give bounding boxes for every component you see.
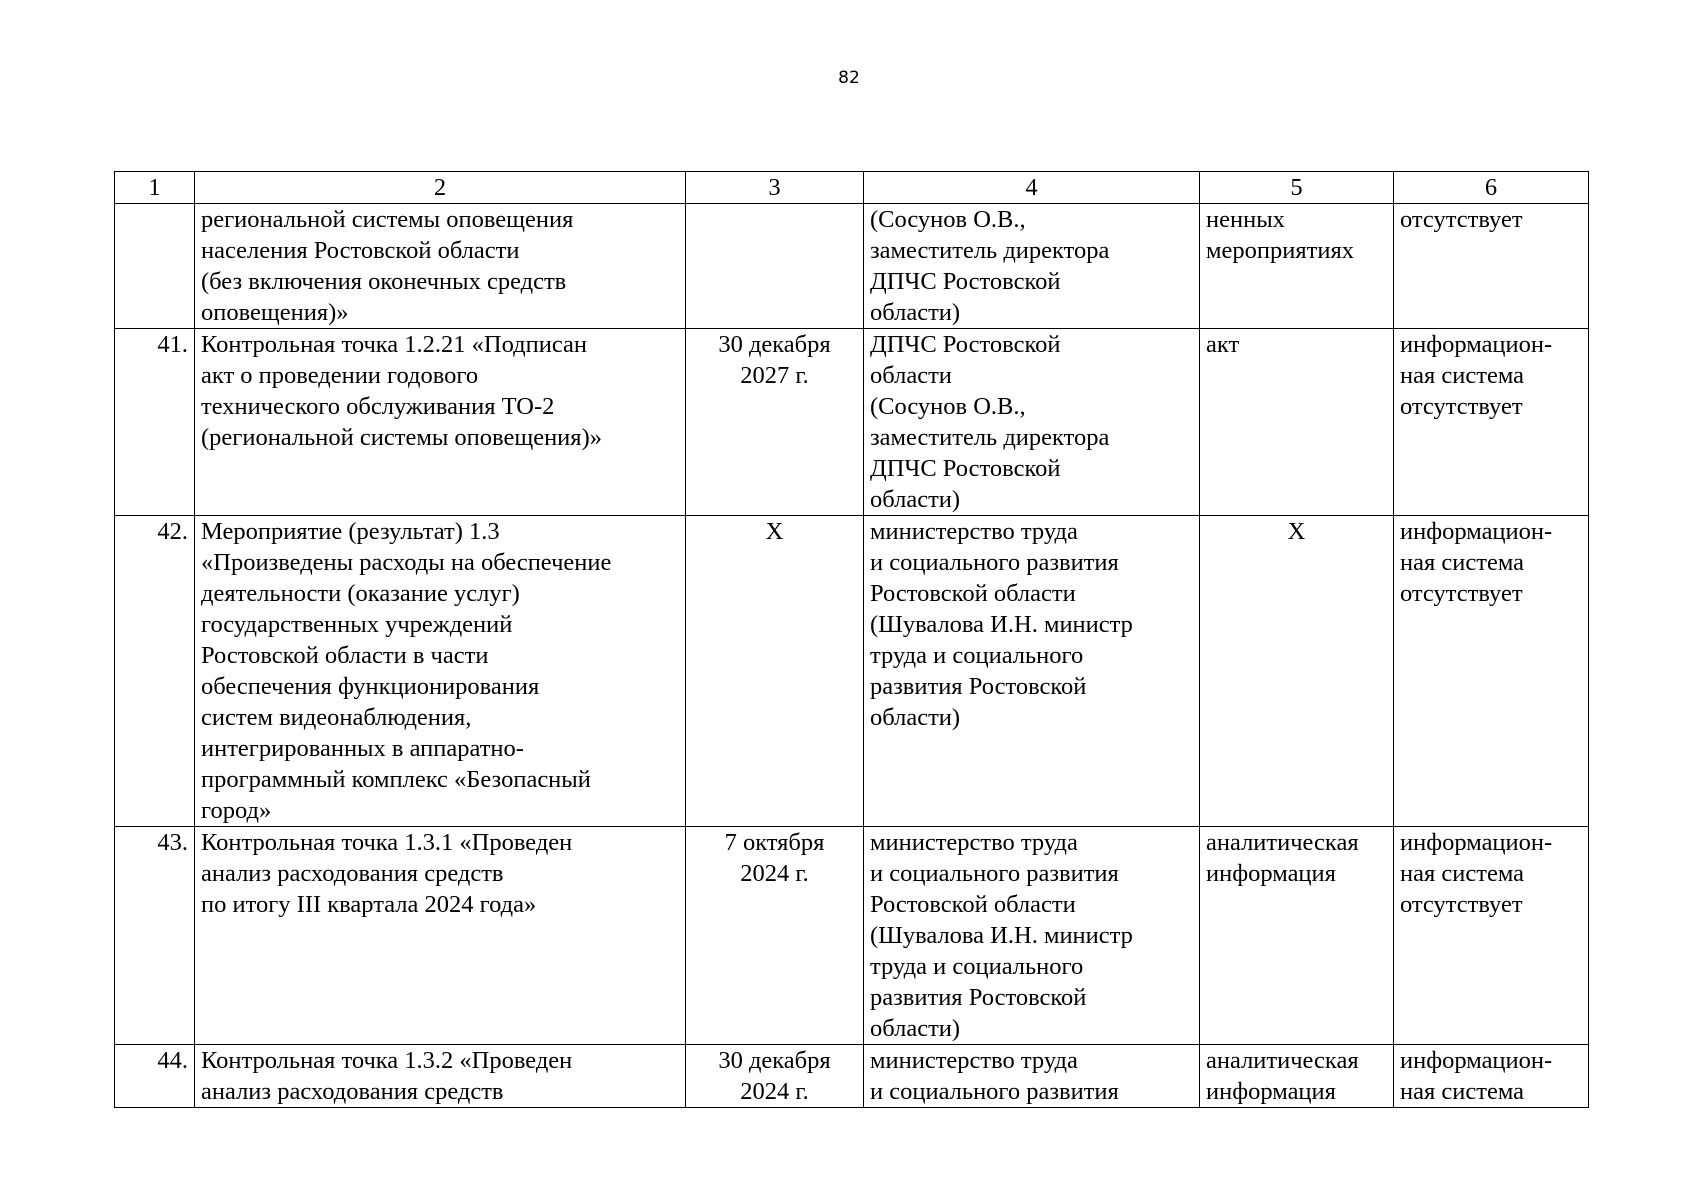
responsible-cell bbox=[864, 827, 1200, 1045]
cell-line: 30 декабря bbox=[718, 1047, 831, 1074]
cell-line: 2027 г. bbox=[740, 362, 809, 389]
description-cell bbox=[195, 204, 686, 329]
cell-line: мероприятиях bbox=[1206, 237, 1354, 264]
cell-line: интегрированных в аппаратно- bbox=[201, 735, 524, 762]
document-type-cell bbox=[1200, 329, 1394, 516]
cell-line: отсутствует bbox=[1400, 206, 1523, 233]
cell-line: региональной системы оповещения bbox=[201, 206, 574, 233]
cell-line: (Шувалова И.Н. министр bbox=[870, 922, 1133, 949]
cell-line: государственных учреждений bbox=[201, 611, 513, 638]
cell-line: Х bbox=[1287, 518, 1306, 545]
cell-line: информация bbox=[1206, 860, 1336, 887]
deadline-cell bbox=[686, 516, 864, 827]
cell-line: заместитель директора bbox=[870, 424, 1110, 451]
cell-line: информацион- bbox=[1400, 331, 1553, 358]
info-system-cell bbox=[1394, 329, 1589, 516]
cell-line: ДПЧС Ростовской bbox=[870, 268, 1061, 295]
cell-line: ная система bbox=[1400, 1078, 1525, 1105]
cell-line: области) bbox=[870, 299, 961, 326]
cell-line: информацион- bbox=[1400, 829, 1553, 856]
cell-line: ная система bbox=[1400, 549, 1525, 576]
cell-line: ная система bbox=[1400, 362, 1525, 389]
row-number-cell: 41. bbox=[115, 329, 195, 516]
cell-line: министерство труда bbox=[870, 1047, 1078, 1074]
column-header: 5 bbox=[1200, 172, 1394, 204]
cell-line: Контрольная точка 1.2.21 «Подписан bbox=[201, 331, 588, 358]
cell-line: информацион- bbox=[1400, 1047, 1553, 1074]
document-type-cell bbox=[1200, 1045, 1394, 1108]
column-header: 3 bbox=[686, 172, 864, 204]
cell-line: ДПЧС Ростовской bbox=[870, 455, 1061, 482]
cell-line: информация bbox=[1206, 1078, 1336, 1105]
cell-line: населения Ростовской области bbox=[201, 237, 520, 264]
description-cell bbox=[195, 329, 686, 516]
row-number-cell: 43. bbox=[115, 827, 195, 1045]
cell-line: Х bbox=[765, 518, 784, 545]
document-type-cell bbox=[1200, 827, 1394, 1045]
info-system-cell bbox=[1394, 1045, 1589, 1108]
cell-line: (без включения оконечных средств bbox=[201, 268, 567, 295]
deadline-cell bbox=[686, 1045, 864, 1108]
deadline-cell bbox=[686, 329, 864, 516]
cell-line: (Сосунов О.В., bbox=[870, 393, 1026, 420]
responsible-cell bbox=[864, 329, 1200, 516]
cell-line: развития Ростовской bbox=[870, 673, 1087, 700]
cell-line: отсутствует bbox=[1400, 891, 1523, 918]
cell-line: ненных bbox=[1206, 206, 1285, 233]
cell-line: анализ расходования средств bbox=[201, 1078, 504, 1105]
cell-line: обеспечения функционирования bbox=[201, 673, 540, 700]
table-row bbox=[115, 1045, 1589, 1108]
document-type-cell bbox=[1200, 516, 1394, 827]
cell-line: области) bbox=[870, 486, 961, 513]
cell-line: и социального развития bbox=[870, 549, 1119, 576]
cell-line: акт о проведении годового bbox=[201, 362, 479, 389]
cell-line: по итогу III квартала 2024 года» bbox=[201, 891, 537, 918]
cell-line: труда и социального bbox=[870, 642, 1084, 669]
cell-line: Ростовской области в части bbox=[201, 642, 489, 669]
row-number-cell: 42. bbox=[115, 516, 195, 827]
cell-line: 2024 г. bbox=[740, 860, 809, 887]
cell-line: технического обслуживания ТО-2 bbox=[201, 393, 555, 420]
cell-line: развития Ростовской bbox=[870, 984, 1087, 1011]
cell-line: области) bbox=[870, 1015, 961, 1042]
cell-line: отсутствует bbox=[1400, 580, 1523, 607]
cell-line: 30 декабря bbox=[718, 331, 831, 358]
cell-line: и социального развития bbox=[870, 1078, 1119, 1105]
table-row bbox=[115, 329, 1589, 516]
column-header: 2 bbox=[195, 172, 686, 204]
page-number: 82 bbox=[838, 68, 860, 88]
cell-line: заместитель директора bbox=[870, 237, 1110, 264]
cell-line: информацион- bbox=[1400, 518, 1553, 545]
cell-line: аналитическая bbox=[1206, 1047, 1359, 1074]
cell-line: области) bbox=[870, 704, 961, 731]
cell-line: (региональной системы оповещения)» bbox=[201, 424, 602, 451]
cell-line: город» bbox=[201, 797, 272, 824]
cell-line: Ростовской области bbox=[870, 580, 1076, 607]
cell-line: Мероприятие (результат) 1.3 bbox=[201, 518, 500, 545]
cell-line: Ростовской области bbox=[870, 891, 1076, 918]
info-system-cell bbox=[1394, 516, 1589, 827]
cell-line: систем видеонаблюдения, bbox=[201, 704, 472, 731]
column-header: 6 bbox=[1394, 172, 1589, 204]
column-header: 4 bbox=[864, 172, 1200, 204]
cell-line: министерство труда bbox=[870, 829, 1078, 856]
cell-line: акт bbox=[1206, 331, 1240, 358]
cell-line: деятельности (оказание услуг) bbox=[201, 580, 520, 607]
cell-line: области bbox=[870, 362, 952, 389]
cell-line: Контрольная точка 1.3.1 «Проведен bbox=[201, 829, 573, 856]
info-system-cell bbox=[1394, 827, 1589, 1045]
column-header: 1 bbox=[115, 172, 195, 204]
cell-line: 7 октября bbox=[724, 829, 825, 856]
deadline-cell bbox=[686, 204, 864, 329]
cell-line: (Шувалова И.Н. министр bbox=[870, 611, 1133, 638]
cell-line: ДПЧС Ростовской bbox=[870, 331, 1061, 358]
row-number-cell: 44. bbox=[115, 1045, 195, 1108]
cell-line: 2024 г. bbox=[740, 1078, 809, 1105]
description-cell bbox=[195, 1045, 686, 1108]
table-row bbox=[115, 827, 1589, 1045]
info-system-cell bbox=[1394, 204, 1589, 329]
table-body bbox=[115, 204, 1589, 1108]
cell-line: (Сосунов О.В., bbox=[870, 206, 1026, 233]
deadline-cell bbox=[686, 827, 864, 1045]
cell-line: труда и социального bbox=[870, 953, 1084, 980]
row-number-cell bbox=[115, 204, 195, 329]
responsible-cell bbox=[864, 1045, 1200, 1108]
cell-line: и социального развития bbox=[870, 860, 1119, 887]
cell-line: анализ расходования средств bbox=[201, 860, 504, 887]
cell-line: оповещения)» bbox=[201, 299, 349, 326]
cell-line: ная система bbox=[1400, 860, 1525, 887]
responsible-cell bbox=[864, 516, 1200, 827]
description-cell bbox=[195, 827, 686, 1045]
description-cell bbox=[195, 516, 686, 827]
cell-line: Контрольная точка 1.3.2 «Проведен bbox=[201, 1047, 573, 1074]
responsible-cell bbox=[864, 204, 1200, 329]
cell-line: отсутствует bbox=[1400, 393, 1523, 420]
plan-table bbox=[114, 171, 1589, 1108]
document-type-cell bbox=[1200, 204, 1394, 329]
table-row bbox=[115, 204, 1589, 329]
header-row bbox=[115, 172, 1589, 204]
cell-line: «Произведены расходы на обеспечение bbox=[201, 549, 612, 576]
cell-line: министерство труда bbox=[870, 518, 1078, 545]
cell-line: аналитическая bbox=[1206, 829, 1359, 856]
cell-line: программный комплекс «Безопасный bbox=[201, 766, 591, 793]
table-row bbox=[115, 516, 1589, 827]
